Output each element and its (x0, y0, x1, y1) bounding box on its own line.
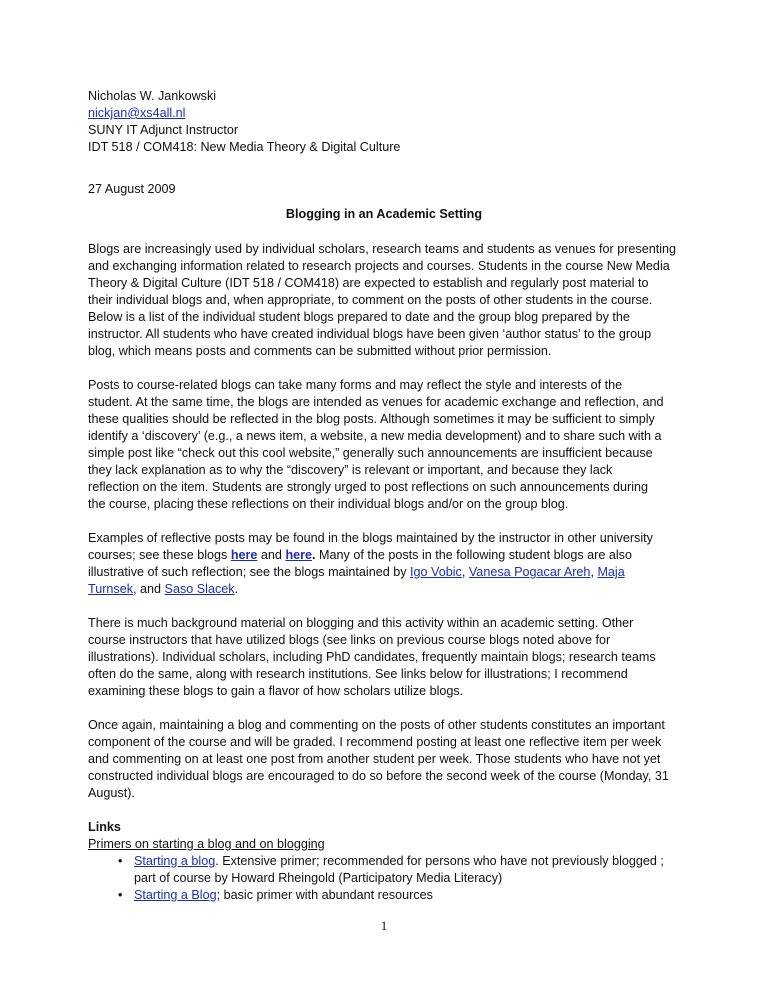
text-line (88, 241, 676, 258)
text-line (88, 547, 653, 564)
hyperlink[interactable]: Maja (597, 565, 625, 579)
text-run: part of course by Howard Rheingold (Participatory Media Literacy) (134, 871, 503, 885)
bullet-icon: • (118, 854, 123, 868)
text-line (88, 411, 663, 428)
text-run: the course, placing these reflections on their individual blogs and/or on the group blog. (88, 497, 569, 511)
text-run: SUNY IT Adjunct Instructor (88, 123, 239, 137)
text-line (88, 717, 669, 734)
text-line (88, 275, 676, 292)
text-line (88, 122, 400, 139)
paragraph-grading (88, 717, 669, 802)
text-line (88, 632, 656, 649)
text-run: and (257, 548, 286, 562)
text-run: , (590, 565, 598, 579)
text-line (88, 292, 676, 309)
text-line (88, 887, 664, 904)
hyperlink[interactable]: Starting a blog (134, 854, 216, 868)
hyperlink[interactable]: Starting a Blog (134, 888, 217, 902)
text-line (88, 428, 663, 445)
hyperlink[interactable]: here (230, 548, 258, 562)
text-run: . (234, 582, 239, 596)
text-line (88, 343, 676, 360)
text-run: , and (133, 582, 165, 596)
text-run: Once again, maintaining a blog and commenting on the posts of other students constitutes an important (88, 718, 665, 732)
text-run: August). (88, 786, 135, 800)
text-run: Nicholas W. Jankowski (88, 89, 217, 103)
text-run: Below is a list of the individual student blogs prepared to date and the group blog prepared by the (88, 310, 630, 324)
text-run: and exchanging information related to research projects and courses. Students in the course New Media (88, 259, 670, 273)
author-header (88, 88, 400, 156)
text-run: Examples of reflective posts may be found in the blogs maintained by the instructor in other university (88, 531, 653, 545)
text-run: their individual blogs and, when appropriate, to comment on the posts of other students in the course. (88, 293, 653, 307)
text-line (88, 309, 676, 326)
text-run: ; basic primer with abundant resources (216, 888, 433, 902)
text-line (88, 649, 656, 666)
text-run: component of the course and will be graded. I recommend posting at least one reflective item per week (88, 735, 662, 749)
paragraph-background (88, 615, 656, 700)
list-item (88, 887, 664, 904)
text-line (88, 581, 653, 598)
text-line (88, 394, 663, 411)
text-line (88, 479, 663, 496)
text-line (88, 377, 663, 394)
text-line (88, 751, 669, 768)
text-line (88, 530, 653, 547)
paragraph-intro (88, 241, 676, 360)
hyperlink[interactable]: here (285, 548, 313, 562)
text-line (88, 326, 676, 343)
text-run: . (312, 548, 316, 562)
text-line (88, 445, 663, 462)
document-title: Blogging in an Academic Setting (285, 207, 483, 221)
text-run: identify a ‘discovery’ (e.g., a news item, a website, a new media development) and to share such with a (88, 429, 662, 443)
text-run: constructed individual blogs are encouraged to do so before the second week of the course (Monday, 31 (88, 769, 669, 783)
text-line (88, 785, 669, 802)
text-line (88, 88, 400, 105)
text-run: illustrative of such reflection; see the blogs maintained by (88, 565, 411, 579)
hyperlink[interactable]: Igo Vobic (410, 565, 462, 579)
text-run: Blogs are increasingly used by individual scholars, research teams and students as venues for presenting (88, 242, 677, 256)
page-number: 1 (380, 918, 388, 933)
text-run: There is much background material on blogging and this activity within an academic setting. Other (88, 616, 634, 630)
text-run: blog, which means posts and comments can be submitted without prior permission. (88, 344, 552, 358)
paragraph-posts (88, 377, 663, 513)
text-run: examining these blogs to gain a flavor of how scholars utilize blogs. (88, 684, 464, 698)
text-line (88, 564, 653, 581)
text-line (88, 870, 664, 887)
text-line (88, 853, 664, 870)
text-run: IDT 518 / COM418: New Media Theory & Digital Culture (88, 140, 401, 154)
bullet-icon: • (118, 888, 123, 902)
text-line (88, 768, 669, 785)
text-run: Posts to course-related blogs can take many forms and may reflect the style and interests of the (88, 378, 623, 392)
links-heading: Links (88, 820, 121, 834)
text-run: simple post like “check out this cool website,” generally such announcements are insufficient because (88, 446, 653, 460)
text-line (88, 666, 656, 683)
text-run: course instructors that have utilized blogs (see links on previous course blogs noted above for (88, 633, 611, 647)
text-line (88, 462, 663, 479)
text-line (88, 496, 663, 513)
text-line (88, 258, 676, 275)
hyperlink[interactable]: Vanesa Pogacar Areh (468, 565, 591, 579)
hyperlink[interactable]: nickjan@xs4all.nl (88, 106, 186, 120)
text-run: reflection on the item. Students are strongly urged to post reflections on such announcements during (88, 480, 649, 494)
text-run: courses; see these blogs (88, 548, 231, 562)
hyperlink[interactable]: Turnsek (88, 582, 134, 596)
text-run: student. At the same time, the blogs are intended as venues for academic exchange and reflection, and (88, 395, 664, 409)
text-run: Many of the posts in the following student blogs are also (315, 548, 632, 562)
text-run: these qualities should be reflected in the blog posts. Although sometimes it may be sufficient to simply (88, 412, 655, 426)
text-run: , (461, 565, 469, 579)
hyperlink[interactable]: Saso Slacek (164, 582, 235, 596)
text-run: Theory & Digital Culture (IDT 518 / COM418) are expected to establish and regularly post material to (88, 276, 649, 290)
paragraph-examples (88, 530, 653, 598)
text-line (88, 683, 656, 700)
list-item (88, 853, 664, 887)
text-run: illustrations). Individual scholars, including PhD candidates, frequently maintain blogs; research teams (88, 650, 656, 664)
text-line (88, 105, 400, 122)
text-run: they lack explanation as to why the “discovery” is relevant or important, and because they lack (88, 463, 613, 477)
text-line (88, 615, 656, 632)
text-run: instructor. All students who have created individual blogs have been given ‘author status’ to the group (88, 327, 652, 341)
date: 27 August 2009 (88, 182, 176, 196)
text-run: often do the same, along with research institutions. See links below for illustrations; I recommend (88, 667, 628, 681)
primer-list (88, 853, 664, 904)
text-run: and commenting on at least one post from another student per week. Those students who have not yet (88, 752, 661, 766)
text-run: . Extensive primer; recommended for persons who have not previously blogged ; (215, 854, 664, 868)
links-subheading: Primers on starting a blog and on blogging (88, 837, 325, 851)
text-line (88, 734, 669, 751)
text-line (88, 139, 400, 156)
